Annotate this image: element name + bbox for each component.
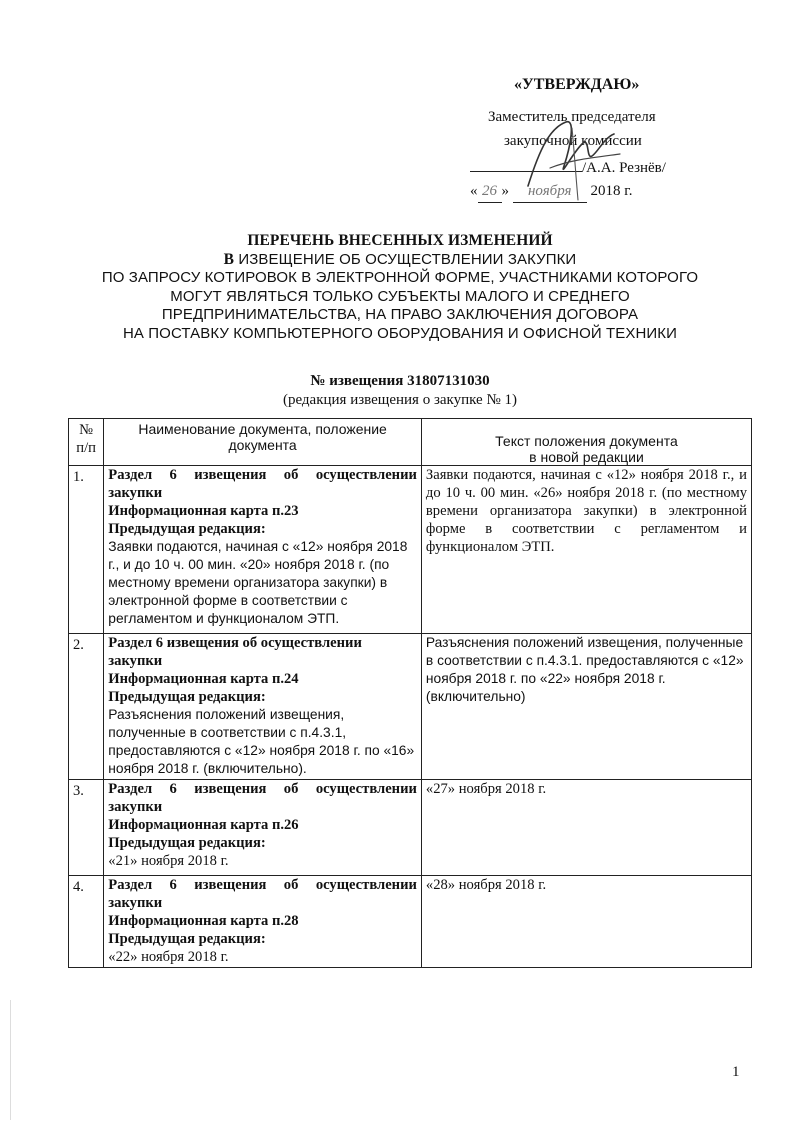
row-number: 1. <box>69 466 104 634</box>
row-number: 3. <box>69 780 104 876</box>
row-number: 2. <box>69 634 104 780</box>
row-card: Информационная карта п.23 <box>108 503 299 519</box>
heading-line-2: В ИЗВЕЩЕНИЕ ОБ ОСУЩЕСТВЛЕНИИ ЗАКУПКИ <box>223 250 577 268</box>
approval-position-line2: закупочной комиссии <box>504 133 642 149</box>
header-number: № п/п <box>69 419 104 466</box>
row-section: Раздел 6 извещения об осуществлении закупки <box>108 467 417 501</box>
header-document: Наименование документа, положение документа <box>104 419 422 466</box>
notice-info <box>200 372 600 410</box>
row-card: Информационная карта п.26 <box>108 817 299 833</box>
row-card: Информационная карта п.24 <box>108 671 299 687</box>
row-section: Раздел 6 извещения об осуществлении закупки <box>108 877 417 911</box>
row-prev-text: Разъяснения положений извещения, полученные в соответствии с п.4.3.1, предоставляются с «12» ноября 2018 г. по «16» ноября 2018 г. (включительно). <box>108 707 415 776</box>
row-prev-label: Предыдущая редакция: <box>108 931 266 947</box>
row-document <box>104 780 422 876</box>
heading-line-3: ПО ЗАПРОСУ КОТИРОВОК В ЭЛЕКТРОННОЙ ФОРМЕ, УЧАСТНИКАМИ КОТОРОГО <box>101 269 699 286</box>
heading-line-1: ПЕРЕЧЕНЬ ВНЕСЕННЫХ ИЗМЕНЕНИЙ <box>247 232 553 249</box>
table-row <box>69 780 752 876</box>
date-quote-close: » <box>501 183 509 199</box>
row-document <box>104 634 422 780</box>
scan-edge-mark <box>10 1000 11 1120</box>
page-number: 1 <box>732 1064 740 1080</box>
table-row <box>69 466 752 634</box>
row-prev-label: Предыдущая редакция: <box>108 835 266 851</box>
date-year: 2018 г. <box>590 183 633 199</box>
notice-edition: (редакция извещения о закупке № 1) <box>282 392 518 408</box>
date-day: 26 <box>478 180 502 203</box>
table-header-row <box>69 419 752 466</box>
row-prev-label: Предыдущая редакция: <box>108 689 266 705</box>
header-new-text: Текст положения документа в новой редакции <box>421 419 751 466</box>
row-new-text: «28» ноября 2018 г. <box>421 876 751 968</box>
row-prev-text: «22» ноября 2018 г. <box>108 949 229 965</box>
heading-line-4: МОГУТ ЯВЛЯТЬСЯ ТОЛЬКО СУБЪЕКТЫ МАЛОГО И СРЕДНЕГО <box>170 287 630 305</box>
row-prev-text: Заявки подаются, начиная с «12» ноября 2018 г., и до 10 ч. 00 мин. «20» ноября 2018 г. (по местному времени организатора закупки) в электронной форме в соответствии с регламентом и функционалом ЭТП. <box>108 539 408 626</box>
heading-line-5: ПРЕДПРИНИМАТЕЛЬСТВА, НА ПРАВО ЗАКЛЮЧЕНИЯ ДОГОВОРА <box>161 306 639 323</box>
table-row <box>69 876 752 968</box>
row-number: 4. <box>69 876 104 968</box>
heading-line-6: НА ПОСТАВКУ КОМПЬЮТЕРНОГО ОБОРУДОВАНИЯ И ОФИСНОЙ ТЕХНИКИ <box>122 324 677 342</box>
date-quote-open: « <box>470 183 478 199</box>
row-prev-text: «21» ноября 2018 г. <box>108 853 229 869</box>
row-new-text: «27» ноября 2018 г. <box>421 780 751 876</box>
handwritten-signature <box>520 108 630 208</box>
date-month: ноября <box>513 180 587 203</box>
row-prev-label: Предыдущая редакция: <box>108 521 266 537</box>
approval-title: «УТВЕРЖДАЮ» <box>514 76 640 93</box>
row-card: Информационная карта п.28 <box>108 913 299 929</box>
row-document <box>104 466 422 634</box>
document-heading <box>60 232 740 343</box>
table-row <box>69 634 752 780</box>
row-new-text: Заявки подаются, начиная с «12» ноября 2018 г., и до 10 ч. 00 мин. «26» ноября 2018 г. (по местному времени организатора закупки) в электронной форме в соответствии с регламентом и функционалом ЭТП. <box>421 466 751 634</box>
changes-table <box>68 418 752 968</box>
row-section: Раздел 6 извещения об осуществлении закупки <box>108 635 362 669</box>
row-new-text: Разъяснения положений извещения, полученные в соответствии с п.4.3.1. предоставляются с «12» ноября 2018 г. по «22» ноября 2018 г. (включительно) <box>421 634 751 780</box>
row-section: Раздел 6 извещения об осуществлении закупки <box>108 781 417 815</box>
signatory-name: /А.А. Резнёв/ <box>582 160 666 176</box>
approval-position-line1: Заместитель председателя <box>488 109 656 125</box>
notice-number: № извещения 31807131030 <box>310 373 490 389</box>
row-document <box>104 876 422 968</box>
